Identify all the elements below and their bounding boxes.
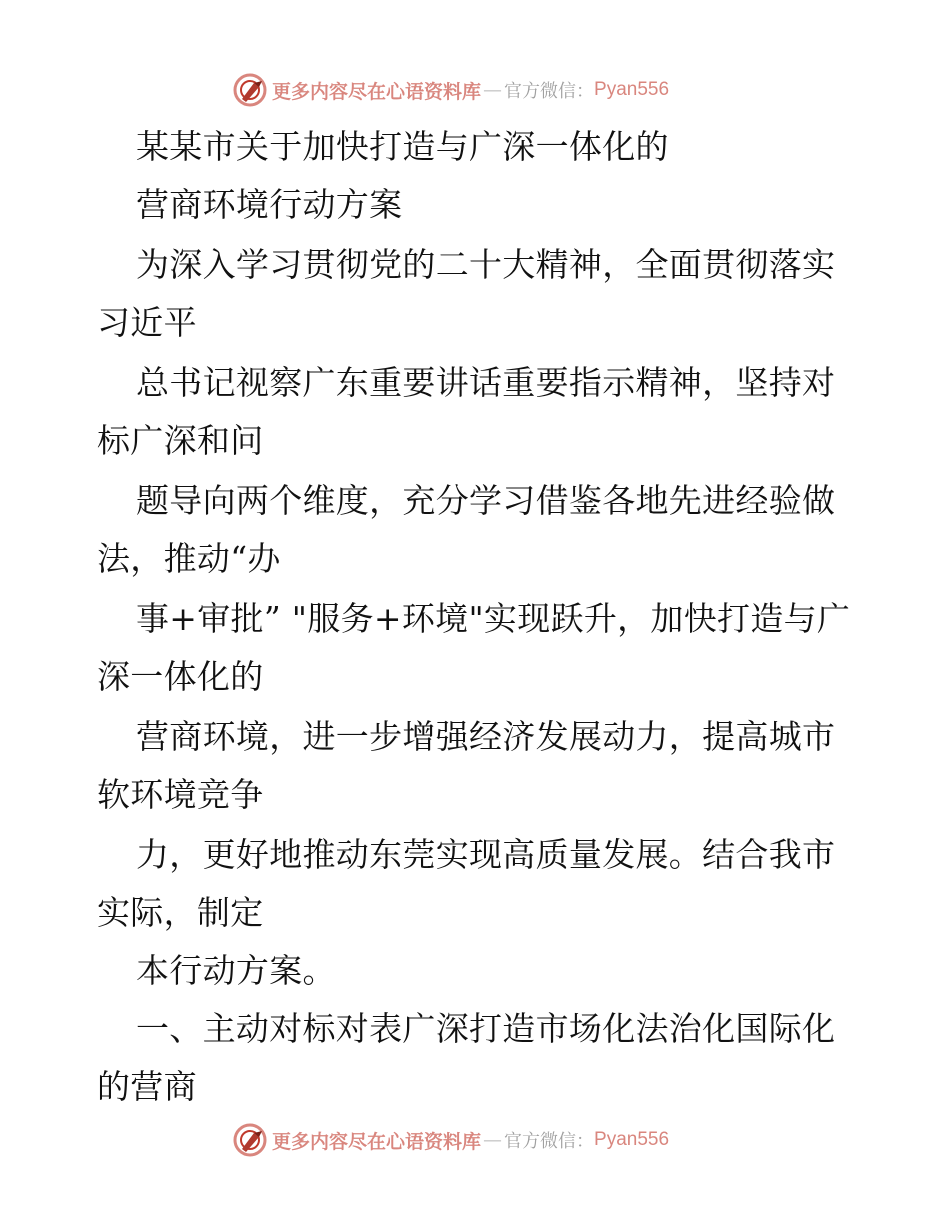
doc-line-6: 标广深和问 xyxy=(97,421,264,460)
doc-title-line-2: 营商环境行动方案 xyxy=(136,185,403,224)
doc-line-12: 软环境竞争 xyxy=(97,775,264,814)
watermark-official-label: 官方微信： xyxy=(504,1131,595,1152)
doc-line-7: 题导向两个维度，充分学习借鉴各地先进经验做 xyxy=(136,481,836,520)
doc-title-line-1: 某某市关于加快打造与广深一体化的 xyxy=(136,127,669,166)
doc-line-5: 总书记视察广东重要讲话重要指示精神，坚持对 xyxy=(136,363,836,402)
pen-nib-logo-icon xyxy=(232,1122,268,1158)
watermark-official-label: 官方微信： xyxy=(504,81,595,102)
watermark-library-text: 更多内容尽在心语资料库 xyxy=(272,80,482,103)
doc-line-15: 本行动方案。 xyxy=(136,951,336,990)
doc-line-14: 实际，制定 xyxy=(97,893,264,932)
watermark-library-text: 更多内容尽在心语资料库 xyxy=(272,1130,482,1153)
doc-line-11: 营商环境，进一步增强经济发展动力，提高城市 xyxy=(136,717,836,756)
watermark-wechat-id: Pyan556 xyxy=(594,79,670,100)
doc-line-13: 力，更好地推动东莞实现高质量发展。结合我市 xyxy=(136,835,836,874)
doc-line-3: 为深入学习贯彻党的二十大精神，全面贯彻落实 xyxy=(136,245,836,284)
doc-line-8: 法，推动“办 xyxy=(97,539,281,578)
doc-section-heading-1: 一、主动对标对表广深打造市场化法治化国际化 xyxy=(136,1009,836,1048)
pen-nib-logo-icon xyxy=(232,72,268,108)
watermark-wechat-id: Pyan556 xyxy=(594,1129,670,1150)
watermark-separator: — xyxy=(483,79,503,101)
footer-watermark xyxy=(232,1120,669,1160)
doc-line-4: 习近平 xyxy=(97,303,197,342)
doc-line-9: 事+审批” "服务+环境"实现跃升，加快打造与广 xyxy=(136,599,851,638)
doc-line-10: 深一体化的 xyxy=(97,657,264,696)
header-watermark xyxy=(232,70,669,110)
doc-line-17: 的营商 xyxy=(97,1067,197,1106)
watermark-separator: — xyxy=(483,1129,503,1151)
